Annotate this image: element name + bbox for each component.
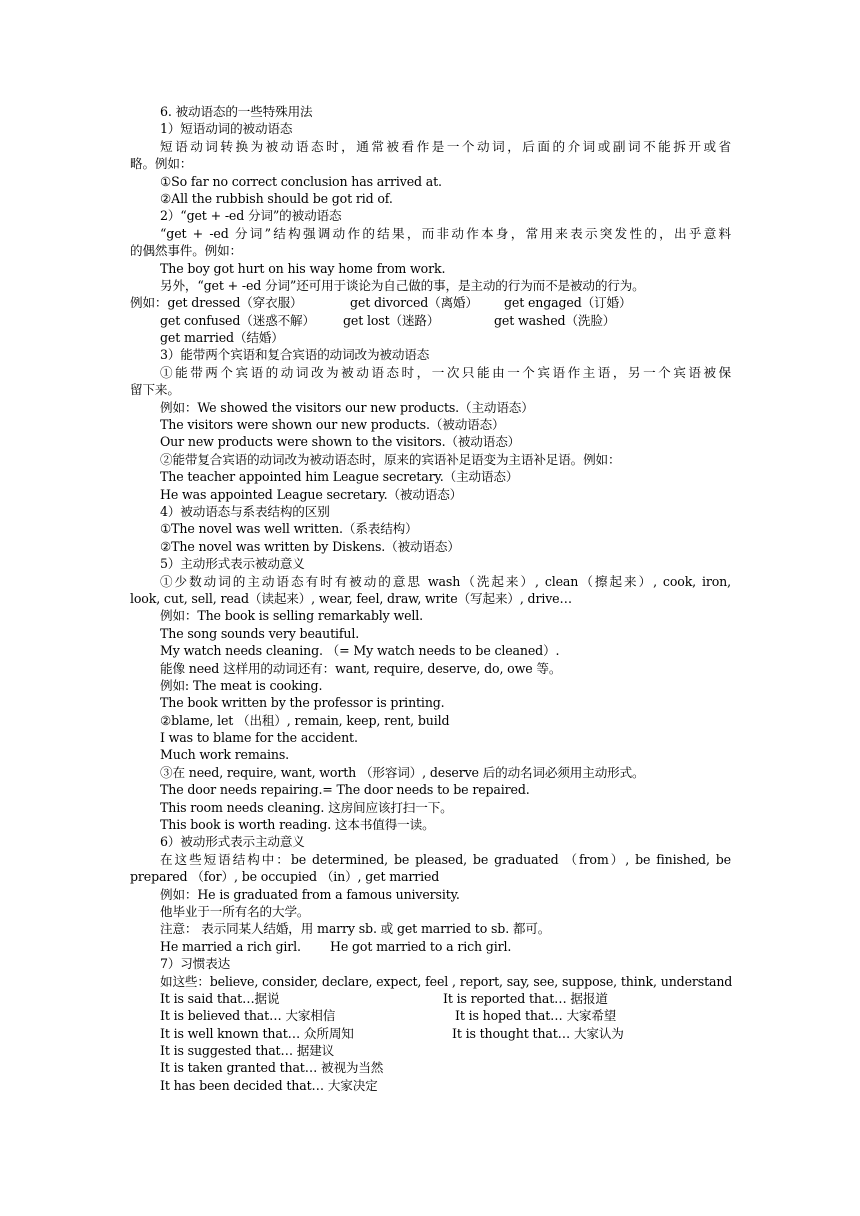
example-item: He got married to a rich girl. bbox=[330, 938, 512, 954]
example-line: Our new products were shown to the visitors.（被动语态） bbox=[160, 434, 521, 450]
example-line: ①So far no correct conclusion has arrived at. bbox=[160, 173, 442, 189]
paragraph-line: 能像 need 这样用的动词还有：want, require, deserve, do, owe 等。 bbox=[160, 660, 562, 676]
subsection-heading: 7）习惯表达 bbox=[160, 956, 231, 972]
paragraph-line: look, cut, sell, read（读起来）, wear, feel, draw, write（写起来）, drive… bbox=[130, 590, 572, 606]
expression-item: It is hoped that… 大家希望 bbox=[455, 1008, 617, 1024]
example-line: Much work remains. bbox=[160, 747, 290, 763]
example-line: 他毕业于一所有名的大学。 bbox=[160, 903, 310, 919]
expression-line: It is suggested that… 据建议 bbox=[160, 1043, 335, 1059]
example-item: get confused（迷惑不解） bbox=[160, 312, 315, 328]
example-item: 例如：get dressed（穿衣服） bbox=[130, 295, 303, 311]
expression-row bbox=[130, 1025, 731, 1042]
paragraph-line: 短语动词转换为被动语态时，通常被看作是一个动词，后面的介词或副词不能拆开或省 bbox=[160, 138, 731, 154]
paragraph-line: 在这些短语结构中：be determined, be pleased, be graduated （from）, be finished, be bbox=[160, 851, 731, 867]
example-line: I was to blame for the accident. bbox=[160, 730, 358, 746]
example-line: He was appointed League secretary.（被动语态） bbox=[160, 486, 463, 502]
paragraph-line: 留下来。 bbox=[130, 382, 180, 398]
paragraph-line: 另外，“get + -ed 分词”还可用于谈论为自己做的事，是主动的行为而不是被动的行为。 bbox=[160, 277, 645, 293]
example-item: get engaged（订婚） bbox=[504, 295, 632, 311]
expression-item: It is said that…据说 bbox=[160, 990, 280, 1006]
example-line: This book is worth reading. 这本书值得一读。 bbox=[160, 817, 435, 833]
expression-item: It is reported that… 据报道 bbox=[443, 990, 608, 1006]
paragraph-line: 的偶然事件。例如： bbox=[130, 243, 242, 259]
example-line: The book written by the professor is printing. bbox=[160, 695, 445, 711]
example-line: The visitors were shown our new products.（被动语态） bbox=[160, 417, 505, 433]
expression-item: It is thought that… 大家认为 bbox=[452, 1025, 624, 1041]
example-item: get divorced（离婚） bbox=[350, 295, 478, 311]
subsection-heading: 4）被动语态与系表结构的区别 bbox=[160, 503, 330, 519]
paragraph-line: 如这些：believe, consider, declare, expect, feel , report, say, see, suppose, think, understand bbox=[160, 973, 733, 989]
expression-row bbox=[130, 990, 731, 1007]
example-line: ②All the rubbish should be got rid of. bbox=[160, 190, 393, 206]
paragraph-line: ③在 need, require, want, worth （形容词）, deserve 后的动名词必须用主动形式。 bbox=[160, 764, 645, 780]
paragraph-line: prepared （for）, be occupied （in）, get married bbox=[130, 869, 440, 885]
expression-item: It is believed that… 大家相信 bbox=[160, 1008, 336, 1024]
example-line: 例如: The meat is cooking. bbox=[160, 677, 323, 693]
example-line: get married（结婚） bbox=[160, 330, 284, 346]
example-row bbox=[130, 938, 731, 955]
example-line: ①The novel was well written.（系表结构） bbox=[160, 521, 418, 537]
paragraph-line: “get + -ed 分词”结构强调动作的结果，而非动作本身，常用来表示突发性的，出乎意料 bbox=[160, 225, 731, 241]
subsection-heading: 5）主动形式表示被动意义 bbox=[160, 556, 305, 572]
document-body bbox=[130, 103, 731, 1094]
example-item: get lost（迷路） bbox=[343, 312, 440, 328]
example-line: 例如：The book is selling remarkably well. bbox=[160, 608, 424, 624]
example-line: The teacher appointed him League secretary.（主动语态） bbox=[160, 469, 519, 485]
subsection-heading: 6）被动形式表示主动意义 bbox=[160, 834, 305, 850]
section-heading: 6. 被动语态的一些特殊用法 bbox=[160, 104, 313, 119]
example-row bbox=[130, 312, 731, 329]
paragraph-line: ②能带复合宾语的动词改为被动语态时，原来的宾语补足语变为主语补足语。例如： bbox=[160, 451, 621, 467]
paragraph-line: ①能带两个宾语的动词改为被动语态时，一次只能由一个宾语作主语，另一个宾语被保 bbox=[160, 364, 731, 380]
subsection-heading: 1）短语动词的被动语态 bbox=[160, 121, 293, 137]
example-line: The boy got hurt on his way home from work. bbox=[160, 260, 446, 276]
subsection-heading: 3）能带两个宾语和复合宾语的动词改为被动语态 bbox=[160, 347, 430, 363]
example-line: The door needs repairing.= The door needs to be repaired. bbox=[160, 782, 530, 798]
example-line: My watch needs cleaning. （= My watch needs to be cleaned）. bbox=[160, 643, 560, 659]
note-line: 注意： 表示同某人结婚，用 marry sb. 或 get married to sb. 都可。 bbox=[160, 921, 551, 937]
expression-line: It has been decided that… 大家决定 bbox=[160, 1077, 378, 1093]
example-item: He married a rich girl. bbox=[160, 938, 301, 954]
example-line: ②The novel was written by Diskens.（被动语态） bbox=[160, 538, 460, 554]
expression-line: It is taken granted that… 被视为当然 bbox=[160, 1060, 384, 1076]
example-line: This room needs cleaning. 这房间应该打扫一下。 bbox=[160, 799, 453, 815]
expression-item: It is well known that… 众所周知 bbox=[160, 1025, 354, 1041]
paragraph-line: ②blame, let （出租）, remain, keep, rent, build bbox=[160, 712, 450, 728]
example-line: The song sounds very beautiful. bbox=[160, 625, 360, 641]
example-item: get washed（洗脸） bbox=[494, 312, 616, 328]
paragraph-line: ①少数动词的主动语态有时有被动的意思 wash（洗起来）, clean（擦起来）, cook, iron, bbox=[160, 573, 731, 589]
example-row bbox=[130, 294, 731, 311]
example-line: 例如：He is graduated from a famous university. bbox=[160, 886, 460, 902]
subsection-heading: 2）“get + -ed 分词”的被动语态 bbox=[160, 208, 342, 224]
example-line: 例如：We showed the visitors our new products.（主动语态） bbox=[160, 399, 534, 415]
paragraph-line: 略。例如： bbox=[130, 156, 193, 172]
expression-row bbox=[130, 1007, 731, 1024]
